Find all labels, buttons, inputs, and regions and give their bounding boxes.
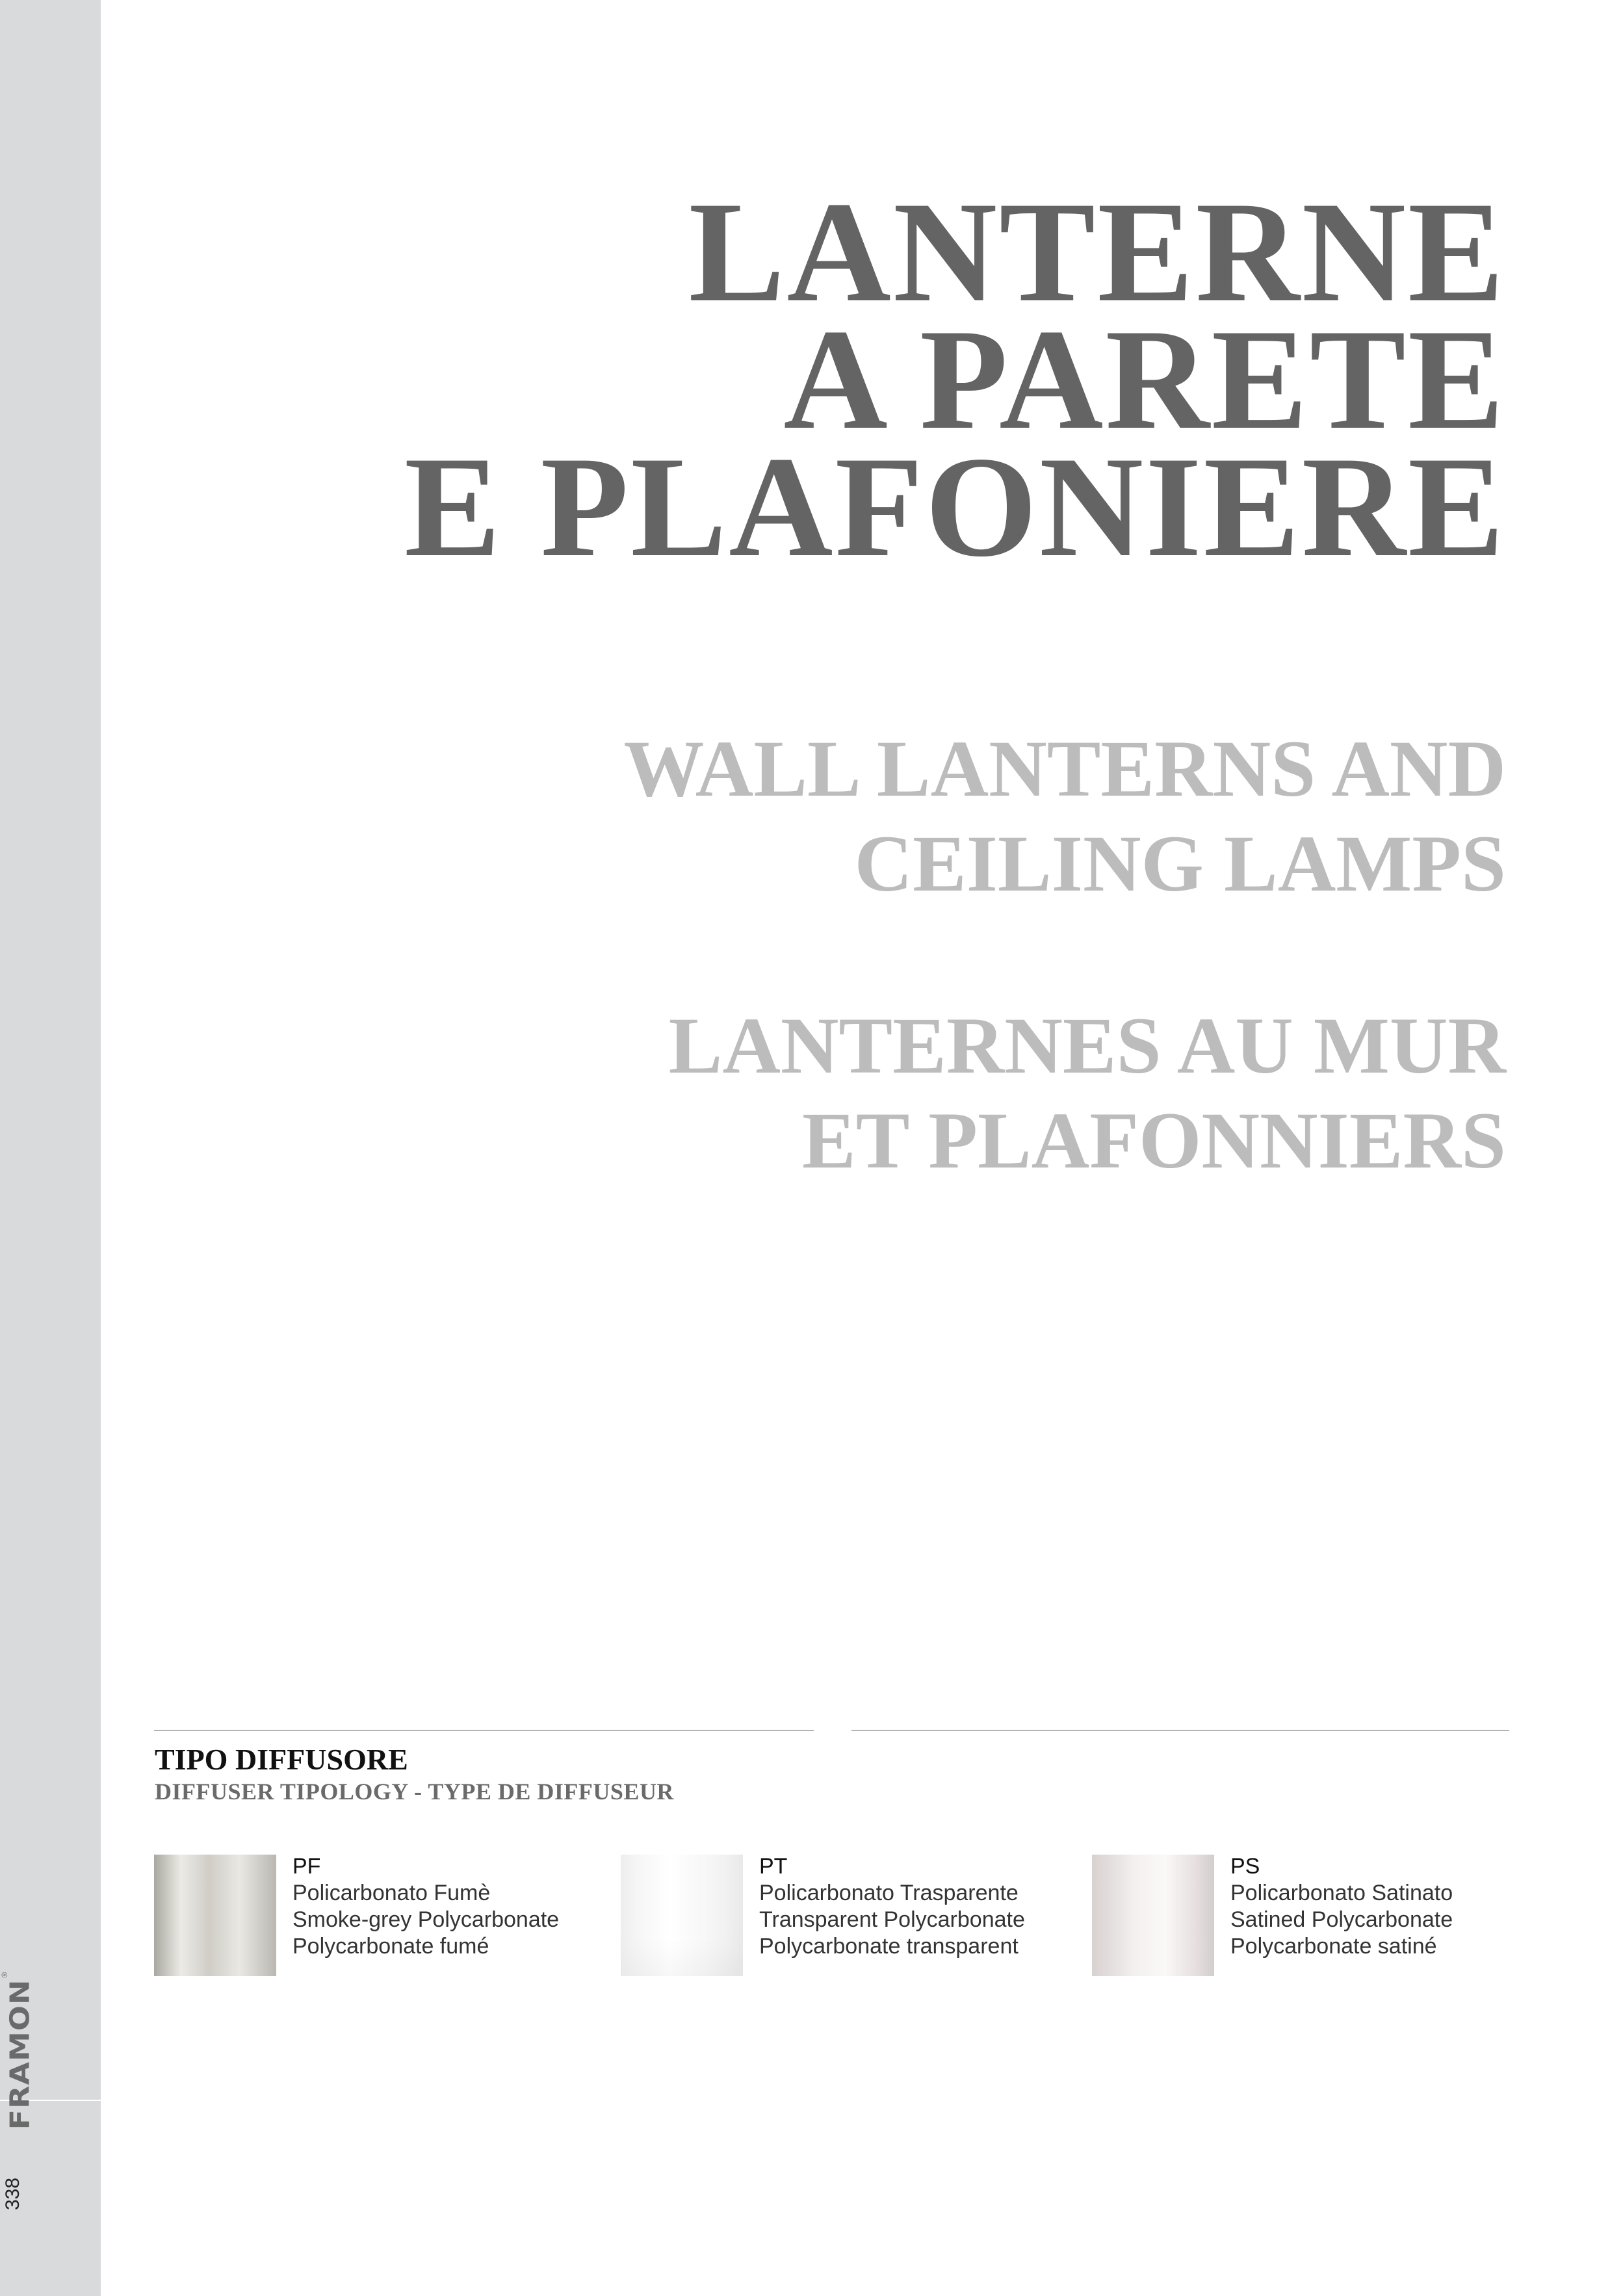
diffuser-name-fr: Polycarbonate transparent [759,1934,1019,1959]
diffuser-name-en: Transparent Polycarbonate [759,1907,1025,1932]
registered-mark: ® [0,1972,9,1978]
page-title [404,172,1506,587]
diffuser-item-pf [154,1855,559,1976]
section-divider-right [851,1730,1509,1731]
diffuser-name-fr: Polycarbonate satiné [1230,1934,1437,1959]
page-number: 338 [2,2177,23,2211]
subtitle-french [669,998,1506,1188]
diffuser-code: PS [1230,1854,1260,1879]
diffuser-code: PT [759,1854,788,1879]
subtitle-english [624,722,1506,911]
diffuser-swatch-image [1092,1855,1214,1976]
diffuser-section-title: TIPO DIFFUSORE [155,1743,408,1776]
diffuser-name-en: Satined Polycarbonate [1230,1907,1453,1932]
subtitle-line: CEILING LAMPS [854,819,1506,908]
diffuser-item-pt [621,1855,1025,1976]
title-line: LANTERNE [688,172,1506,332]
subtitle-line: ET PLAFONNIERS [802,1096,1506,1185]
sidebar-band [0,0,101,2296]
brand-name: FRAMON [3,1979,36,2130]
diffuser-name-en: Smoke-grey Polycarbonate [292,1907,560,1932]
diffuser-name-it: Policarbonato Trasparente [759,1881,1019,1905]
diffuser-swatch-image [154,1855,276,1976]
subtitle-line: WALL LANTERNS AND [623,724,1506,813]
title-line: A PARETE [783,300,1506,460]
diffuser-name-fr: Polycarbonate fumé [292,1934,489,1959]
diffuser-description [759,1853,1025,1960]
diffuser-item-ps [1092,1855,1453,1976]
section-divider-left [154,1730,814,1731]
diffuser-section-subtitle: DIFFUSER TIPOLOGY - TYPE DE DIFFUSEUR [155,1779,674,1805]
diffuser-description [1230,1853,1453,1960]
title-line: E PLAFONIERE [404,427,1506,587]
framon-logo [0,1972,39,2130]
diffuser-description [292,1853,559,1960]
subtitle-line: LANTERNES AU MUR [668,1001,1506,1090]
diffuser-name-it: Policarbonato Satinato [1230,1881,1453,1905]
diffuser-swatch-image [621,1855,743,1976]
diffuser-code: PF [292,1854,321,1879]
diffuser-name-it: Policarbonato Fumè [292,1881,491,1905]
